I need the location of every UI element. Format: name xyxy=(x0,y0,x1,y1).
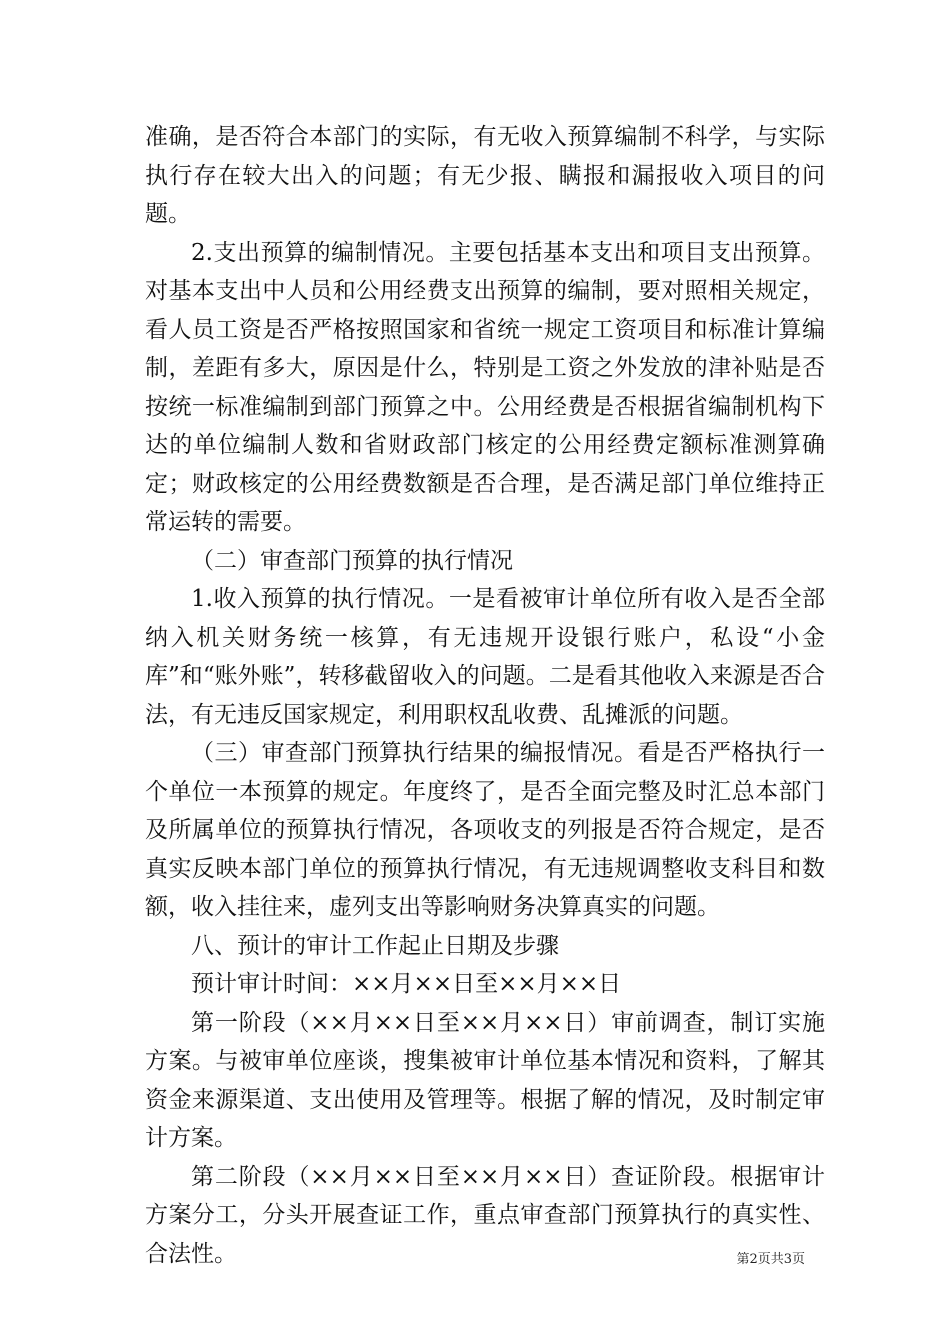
page-number-footer: 第2页共3页 xyxy=(736,1252,805,1267)
section-heading-execution: （二）审查部门预算的执行情况 xyxy=(191,547,513,574)
paragraph-income-execution: 1.收入预算的执行情况。一是看被审计单位所有收入是否全部纳入机关财务统一核算，有无违规开设银行账户，私设“小金库”和“账外账”，转移截留收入的问题。二是看其他收入来源是否合法，有无违反国家规定，利用职权乱收费、乱摊派的问题。 xyxy=(145,586,825,728)
paragraph-expenditure-budget: 2.支出预算的编制情况。主要包括基本支出和项目支出预算。对基本支出中人员和公用经费支出预算的编制，要对照相关规定，看人员工资是否严格按照国家和省统一规定工资项目和标准计算编制，差距有多大，原因是什么，特别是工资之外发放的津补贴是否按统一标准编制到部门预算之中。公用经费是否根据省编制机构下达的单位编制人数和省财政部门核定的公用经费定额标准测算确定；财政核定的公用经费数额是否合理，是否满足部门单位维持正常运转的需要。 xyxy=(145,239,825,535)
paragraph-continuation: 准确，是否符合本部门的实际，有无收入预算编制不科学，与实际执行存在较大出入的问题；有无少报、瞒报和漏报收入项目的问题。 xyxy=(145,124,825,227)
paragraph-audit-time: 预计审计时间：××月××日至××月××日 xyxy=(191,971,622,997)
document-body xyxy=(145,118,825,1273)
paragraph-phase-two: 第二阶段（××月××日至××月××日）查证阶段。根据审计方案分工，分头开展查证工作，重点审查部门预算执行的真实性、合法性。 xyxy=(145,1163,825,1267)
section-heading-schedule: 八、预计的审计工作起止日期及步骤 xyxy=(191,932,559,959)
paragraph-reporting: （三）审查部门预算执行结果的编报情况。看是否严格执行一个单位一本预算的规定。年度终了，是否全面完整及时汇总本部门及所属单位的预算执行情况，各项收支的列报是否符合规定，是否真实反映本部门单位的预算执行情况，有无违规调整收支科目和数额，收入挂往来，虚列支出等影响财务决算真实的问题。 xyxy=(145,740,825,920)
paragraph-phase-one: 第一阶段（××月××日至××月××日）审前调查，制订实施方案。与被审单位座谈，搜集被审计单位基本情况和资料，了解其资金来源渠道、支出使用及管理等。根据了解的情况，及时制定审计方案。 xyxy=(145,1009,825,1151)
